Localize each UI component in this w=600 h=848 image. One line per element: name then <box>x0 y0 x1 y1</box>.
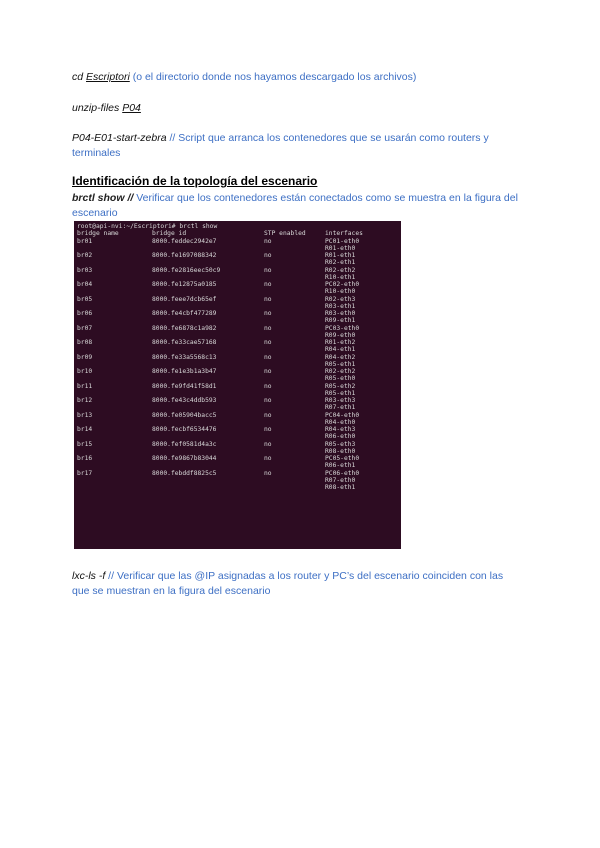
cd-comment: (o el directorio donde nos hayamos descargado los archivos) <box>132 71 417 83</box>
header-bridge-id: bridge id <box>152 230 187 238</box>
stp-enabled-cell: no <box>264 426 272 433</box>
stp-enabled-cell: no <box>264 266 272 274</box>
terminal-row <box>77 252 401 259</box>
bridge-id-cell <box>152 245 264 252</box>
bridge-name-cell <box>77 433 152 440</box>
stp-enabled-cell: no <box>264 339 272 346</box>
bridge-name-cell: br08 <box>77 339 93 346</box>
interface-cell: R06-eth0 <box>325 433 356 441</box>
bridge-name-cell <box>77 288 152 295</box>
stp-enabled-cell <box>264 419 325 426</box>
start-zebra-line <box>72 131 522 161</box>
bridge-name-cell <box>77 303 152 310</box>
stp-enabled-cell: no <box>264 455 272 462</box>
terminal-row <box>77 477 401 484</box>
stp-enabled-cell <box>264 245 325 252</box>
terminal-row <box>77 404 401 411</box>
bridge-id-cell <box>152 346 264 353</box>
bridge-id-cell: 8000.fe2816eec50c9 <box>152 266 221 274</box>
stp-enabled-cell: no <box>264 353 272 361</box>
bridge-id-cell: 8000.fe33cae57168 <box>152 339 217 346</box>
terminal-row <box>77 259 401 266</box>
stp-enabled-cell: no <box>264 324 272 332</box>
bridge-name-cell: br12 <box>77 397 93 404</box>
interface-cell: R08-eth1 <box>325 484 356 491</box>
bridge-id-cell: 8000.fe9867b83044 <box>152 455 217 462</box>
interface-cell: R05-eth2 <box>325 382 356 390</box>
terminal-row <box>77 433 401 440</box>
interface-cell: R01-eth1 <box>325 252 356 259</box>
bridge-id-cell <box>152 303 264 310</box>
cd-argument: Escriptori <box>86 71 130 83</box>
terminal-prompt: root@api-nvi:~/Escriptori# brctl show <box>77 223 218 230</box>
interface-cell: R08-eth0 <box>325 447 356 455</box>
stp-enabled-cell <box>264 477 325 484</box>
bridge-name-cell <box>77 419 152 426</box>
bridge-name-cell: br14 <box>77 426 93 433</box>
interface-cell: R05-eth1 <box>325 360 356 368</box>
terminal-row <box>77 303 401 310</box>
terminal-row <box>77 245 401 252</box>
interface-cell: R02-eth1 <box>325 259 356 267</box>
bridge-name-cell: br05 <box>77 295 93 303</box>
stp-enabled-cell: no <box>264 382 272 390</box>
bridge-id-cell: 8000.fef0581d4a3c <box>152 440 217 448</box>
bridge-id-cell <box>152 332 264 339</box>
terminal-row <box>77 441 401 448</box>
interface-cell: R09-eth1 <box>325 317 356 325</box>
bridge-id-cell: 8000.fecbf6534476 <box>152 426 217 433</box>
terminal-row <box>77 419 401 426</box>
terminal-row <box>77 354 401 361</box>
cd-command: cd <box>72 71 84 83</box>
terminal-row <box>77 383 401 390</box>
interface-cell: R03-eth0 <box>325 310 356 317</box>
interface-cell: PC03-eth0 <box>325 324 360 332</box>
stp-enabled-cell <box>264 448 325 455</box>
bridge-name-cell <box>77 477 152 484</box>
bridge-name-cell <box>77 245 152 252</box>
terminal-row <box>77 470 401 477</box>
interface-cell: R03-eth3 <box>325 397 356 404</box>
terminal-row <box>77 346 401 353</box>
interface-cell: R04-eth3 <box>325 426 356 433</box>
bridge-name-cell: br04 <box>77 281 93 288</box>
bridge-id-cell <box>152 477 264 484</box>
bridge-name-cell <box>77 390 152 397</box>
bridge-id-cell: 8000.fe1e3b1a3b47 <box>152 368 217 375</box>
bridge-name-cell: br01 <box>77 237 93 245</box>
terminal-row <box>77 281 401 288</box>
brctl-comment: Verificar que los contenedores están conectados como se muestra en la figura del escenario <box>72 192 518 219</box>
interface-cell: R10-eth1 <box>325 273 356 281</box>
start-zebra-command: P04-E01-start-zebra <box>72 132 167 144</box>
lxc-comment: Verificar que las @IP asignadas a los router y PC’s del escenario coinciden con las que se muestran en la figura del escenario <box>72 570 504 597</box>
bridge-id-cell <box>152 375 264 382</box>
bridge-id-cell: 8000.fe33a5568c13 <box>152 353 217 361</box>
terminal-row <box>77 317 401 324</box>
bridge-name-cell: br11 <box>77 382 93 390</box>
bridge-id-cell <box>152 390 264 397</box>
bridge-name-cell: br13 <box>77 411 93 419</box>
stp-enabled-cell <box>264 484 325 491</box>
bridge-name-cell <box>77 317 152 324</box>
bridge-id-cell <box>152 274 264 281</box>
terminal-rows <box>77 238 401 492</box>
terminal-row <box>77 361 401 368</box>
bridge-name-cell <box>77 448 152 455</box>
bridge-id-cell <box>152 404 264 411</box>
bridge-name-cell <box>77 361 152 368</box>
bridge-name-cell <box>77 274 152 281</box>
interface-cell: R05-eth0 <box>325 375 356 383</box>
bridge-id-cell <box>152 317 264 324</box>
interface-cell: R02-eth2 <box>325 266 356 274</box>
lxc-separator: // <box>108 570 115 582</box>
interface-cell: PC06-eth0 <box>325 469 360 477</box>
stp-enabled-cell <box>264 274 325 281</box>
interface-cell: R09-eth0 <box>325 331 356 339</box>
stp-enabled-cell <box>264 361 325 368</box>
interface-cell: R02-eth3 <box>325 295 356 303</box>
stp-enabled-cell: no <box>264 237 272 245</box>
terminal-row <box>77 397 401 404</box>
header-bridge-name: bridge name <box>77 230 119 238</box>
bridge-id-cell: 8000.fe12875a0185 <box>152 281 217 288</box>
bridge-id-cell <box>152 259 264 266</box>
stp-enabled-cell: no <box>264 281 272 288</box>
interface-cell: R01-eth2 <box>325 339 356 346</box>
stp-enabled-cell: no <box>264 411 272 419</box>
bridge-id-cell <box>152 484 264 491</box>
header-stp-enabled: STP enabled <box>264 230 306 238</box>
stp-enabled-cell <box>264 404 325 411</box>
bridge-id-cell: 8000.fe4cbf477289 <box>152 310 217 317</box>
bridge-name-cell: br10 <box>77 368 93 375</box>
bridge-id-cell: 8000.fe6878c1a982 <box>152 324 217 332</box>
bridge-id-cell <box>152 462 264 469</box>
interface-cell: R10-eth0 <box>325 288 356 296</box>
bridge-name-cell: br09 <box>77 353 93 361</box>
interface-cell: R07-eth1 <box>325 404 356 412</box>
bridge-id-cell: 8000.fe9fd41f58d1 <box>152 382 217 390</box>
terminal-row <box>77 310 401 317</box>
interface-cell: R05-eth1 <box>325 389 356 397</box>
bridge-name-cell <box>77 484 152 491</box>
bridge-id-cell: 8000.febddf8825c5 <box>152 469 217 477</box>
terminal-row <box>77 412 401 419</box>
terminal-row <box>77 484 401 491</box>
stp-enabled-cell <box>264 433 325 440</box>
stp-enabled-cell <box>264 390 325 397</box>
stp-enabled-cell: no <box>264 252 272 259</box>
unzip-command: unzip-files <box>72 102 120 114</box>
terminal-row <box>77 368 401 375</box>
interface-cell: PC01-eth0 <box>325 237 360 245</box>
terminal-screenshot <box>74 221 401 549</box>
interface-cell: R07-eth0 <box>325 476 356 484</box>
stp-enabled-cell: no <box>264 440 272 448</box>
lxc-command: lxc-ls -f <box>72 570 106 582</box>
terminal-row <box>77 332 401 339</box>
cd-line <box>72 70 532 85</box>
bridge-id-cell <box>152 361 264 368</box>
bridge-name-cell: br17 <box>77 469 93 477</box>
stp-enabled-cell: no <box>264 295 272 303</box>
interface-cell: R05-eth3 <box>325 440 356 448</box>
terminal-row <box>77 339 401 346</box>
terminal-row <box>77 288 401 295</box>
stp-enabled-cell <box>264 259 325 266</box>
stp-enabled-cell: no <box>264 368 272 375</box>
stp-enabled-cell <box>264 288 325 295</box>
interface-cell: PC02-eth0 <box>325 281 360 288</box>
stp-enabled-cell: no <box>264 469 272 477</box>
bridge-id-cell: 8000.fe1697088342 <box>152 252 217 259</box>
bridge-id-cell <box>152 419 264 426</box>
interface-cell: PC04-eth0 <box>325 411 360 419</box>
bridge-name-cell: br03 <box>77 266 93 274</box>
interface-cell: R03-eth1 <box>325 302 356 310</box>
unzip-line <box>72 101 532 116</box>
terminal-row <box>77 238 401 245</box>
terminal-row <box>77 267 401 274</box>
interface-cell: R04-eth0 <box>325 418 356 426</box>
bridge-id-cell: 8000.feddec2942e7 <box>152 237 217 245</box>
bridge-name-cell <box>77 346 152 353</box>
bridge-name-cell: br07 <box>77 324 93 332</box>
interface-cell: R02-eth2 <box>325 368 356 375</box>
unzip-argument: P04 <box>122 102 141 114</box>
interface-cell: R04-eth1 <box>325 346 356 354</box>
bridge-name-cell: br02 <box>77 252 93 259</box>
terminal-row <box>77 426 401 433</box>
stp-enabled-cell <box>264 375 325 382</box>
bridge-id-cell <box>152 288 264 295</box>
bridge-name-cell <box>77 259 152 266</box>
terminal-row <box>77 455 401 462</box>
stp-enabled-cell <box>264 317 325 324</box>
bridge-name-cell <box>77 404 152 411</box>
terminal-row <box>77 375 401 382</box>
brctl-separator: // <box>127 192 134 204</box>
bridge-id-cell: 8000.fe43c4ddb593 <box>152 397 217 404</box>
stp-enabled-cell <box>264 462 325 469</box>
bridge-name-cell <box>77 462 152 469</box>
terminal-row <box>77 448 401 455</box>
bridge-id-cell: 8000.feee7dcb65ef <box>152 295 217 303</box>
terminal-row <box>77 296 401 303</box>
stp-enabled-cell <box>264 303 325 310</box>
bridge-name-cell <box>77 375 152 382</box>
terminal-header-row <box>77 230 401 237</box>
stp-enabled-cell: no <box>264 310 272 317</box>
lxc-line <box>72 569 522 599</box>
header-interfaces: interfaces <box>325 230 363 238</box>
interface-cell: PC05-eth0 <box>325 455 360 462</box>
bridge-name-cell: br15 <box>77 440 93 448</box>
interface-cell: R06-eth1 <box>325 462 356 470</box>
bridge-name-cell <box>77 332 152 339</box>
terminal-row <box>77 325 401 332</box>
bridge-id-cell: 8000.fe05904bacc5 <box>152 411 217 419</box>
bridge-id-cell <box>152 448 264 455</box>
bridge-id-cell <box>152 433 264 440</box>
terminal-row <box>77 274 401 281</box>
bridge-name-cell: br06 <box>77 310 93 317</box>
terminal-row <box>77 462 401 469</box>
section-heading: Identificación de la topología del escenario <box>72 174 318 188</box>
interface-cell: R04-eth2 <box>325 353 356 361</box>
interface-cell: R01-eth0 <box>325 244 356 252</box>
stp-enabled-cell <box>264 332 325 339</box>
stp-enabled-cell: no <box>264 397 272 404</box>
terminal-row <box>77 390 401 397</box>
brctl-line <box>72 191 532 221</box>
stp-enabled-cell <box>264 346 325 353</box>
start-zebra-comment: // Script que arranca los contenedores que se usarán como routers y terminales <box>72 132 489 159</box>
brctl-command: brctl show <box>72 192 125 204</box>
bridge-name-cell: br16 <box>77 455 93 462</box>
